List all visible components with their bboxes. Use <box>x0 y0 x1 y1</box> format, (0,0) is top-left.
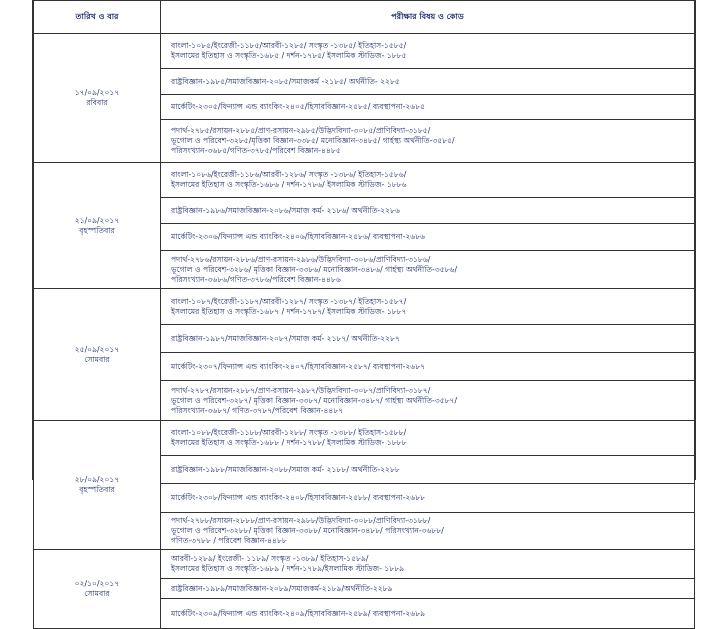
exam-weekday: সোমবার <box>84 589 110 598</box>
subject-group-cell <box>161 599 695 629</box>
subject-line: রাষ্ট্রবিজ্ঞান-১৯৮৭/সমাজবিজ্ঞান-২০৮৭/সমাজ কর্ম- ২১৮৭/ অর্থনীতি-২২৮৭ <box>171 333 400 343</box>
subject-group-cell <box>161 353 695 381</box>
exam-date-cell <box>34 289 161 421</box>
subject-group-cell <box>161 224 695 251</box>
table-row <box>34 289 695 325</box>
subject-line: ভূগোল ও পরিবেশ-৩২৮৮/ মৃত্তিকা বিজ্ঞান-৩৩৮৮/ মনোবিজ্ঞান-৩৪৮৮/ পরিসংখ্যান-৩৬৮৮/ <box>171 526 444 535</box>
subject-group-cell <box>161 579 695 599</box>
subject-line: পদার্থ-২৭৮৭/রসায়ন-২৮৮৭/প্রাণ-রসায়ন-২৯৮৭/উদ্ভিদবিদ্যা-৩০৮৭/প্রাণিবিদ্যা-৩১৮৭/ <box>171 385 431 395</box>
date-column-header: তারিখ ও বার <box>34 1 161 34</box>
table-row <box>34 550 695 579</box>
subject-line: পরিসংখ্যান-৩৬৮৬/গণিত-৩৭৮৬/পরিবেশ বিজ্ঞান-৪৪৮৬ <box>171 274 341 284</box>
subject-group-cell <box>161 95 695 120</box>
subject-line: ভূগোল ও পরিবেশ-৩২৮৭/ মৃত্তিকা বিজ্ঞান-৩৩৮৭/ মনোবিজ্ঞান-৩৪৮৭/ গার্হস্থ্য অর্থনীতি-৩৫৮৭/ <box>171 395 458 405</box>
exam-date: ২১/০৯/২০১৭ <box>74 215 120 225</box>
exam-weekday: বৃহস্পতিবার <box>79 225 115 235</box>
subject-group-cell <box>161 289 695 325</box>
subject-line: ইসলামের ইতিহাস ও সংস্কৃতি-১৬৮৬ / দর্শন-১৭৮৬/ ইসলামিক স্টাডিজ- ১৮৮৬ <box>171 180 407 189</box>
table-header-row <box>34 1 695 34</box>
subject-line: আরবী-১২৮৯/ ইংরেজী- ১১৮৯/ সংস্কৃত -১৩৮৯/ ইতিহাস-১৫৮৯/ <box>171 554 369 563</box>
subject-line: পরিসংখ্যান-৩৬৮৫/গণিত-৩৭৮৫/পরিবেশ বিজ্ঞান-৪৪৮৫ <box>171 146 341 155</box>
exam-date-cell <box>34 550 161 629</box>
subject-group-cell <box>161 251 695 289</box>
subject-line: বাংলা-১০৮৮/ইংরেজী-১১৮৮/আরবী-১২৮৮/ সংস্কৃত -১৩৮৮/ ইতিহাস-১৫৮৮/ <box>171 428 407 437</box>
subject-column-header: পরীক্ষার বিষয় ও কোড <box>161 1 695 34</box>
subject-line: পদার্থ-২৭৮৮/রসায়ন-২৮৮৮/প্রাণ-রসায়ন-২৯৮৮/উদ্ভিদবিদ্যা-৩০৮৮/প্রাণিবিদ্যা-৩১৮৮/ <box>171 516 431 525</box>
exam-date: ২৮/০৯/২০১৭ <box>74 475 120 484</box>
exam-date-cell <box>34 34 161 163</box>
exam-weekday: সোমবার <box>84 354 110 364</box>
exam-weekday: বৃহস্পতিবার <box>79 485 115 494</box>
exam-schedule-table <box>33 0 695 629</box>
schedule-body <box>34 34 695 629</box>
subject-group-cell <box>161 198 695 224</box>
subject-line: বাংলা-১০৮৭/ইংরেজী-১১৮৭/আরবী-১২৮৭/ সংস্কৃত -১৩৮৭/ ইতিহাস-১৫৮৭/ <box>171 296 407 306</box>
exam-schedule-sheet <box>32 0 696 618</box>
subject-line: ইসলামের ইতিহাস ও সংস্কৃতি-১৬৮৯ / দর্শন-১৭৮৯/ইসলামিক স্টাডিজ- ১৮৮৯ <box>171 564 405 573</box>
subject-line: মার্কেটিং-২৩০৯/ফিন্যান্স এন্ড ব্যাংকিং-২৪০৯/হিসাববিজ্ঞান-২৫৮৯/ ব্যবস্থাপনা-২৬৮৯ <box>171 608 426 618</box>
subject-line: বাংলা-১০৮৫/ইংরেজী-১১৮৫/আরবী-১২৮৫/ সংস্কৃত -১৩৮৫/ ইতিহাস-১৫৮৫/ <box>171 41 407 50</box>
subject-group-cell <box>161 163 695 198</box>
subject-line: ইসলামের ইতিহাস ও সংস্কৃতি-১৬৮৭ / দর্শন-১৭৮৭/ ইসলামিক স্টাডিজ- ১৮৮৭ <box>171 306 407 316</box>
subject-line: রাষ্ট্রবিজ্ঞান-১৯৮৮/সমাজবিজ্ঞান-২০৮৮/সমাজ কর্ম- ২১৮৮/ অর্থনীতি-২২৮৮ <box>171 464 400 474</box>
subject-group-cell <box>161 120 695 163</box>
subject-group-cell <box>161 513 695 550</box>
exam-weekday: রবিবার <box>86 98 108 107</box>
exam-date: ১৭/০৯/২০১৭ <box>74 88 120 97</box>
subject-line: মার্কেটিং-২৩০৫/ফিন্যান্স এন্ড ব্যাংকিং-২৪০৫/হিসাববিজ্ঞান-২৫৮৫/ ব্যবস্থাপনা-২৬৮৫ <box>171 102 426 111</box>
exam-date-cell <box>34 163 161 289</box>
subject-line: ভূগোল ও পরিবেশ-৩২৮৫/মৃত্তিকা বিজ্ঞান-৩৩৮৫/ মনোবিজ্ঞান-৩৪৮৫/ গার্হস্থ্য অর্থনীতি-৩৫৮৫/ <box>171 136 455 145</box>
table-row <box>34 34 695 69</box>
subject-line: রাষ্ট্রবিজ্ঞান-১৯৮৬/সমাজবিজ্ঞান-২০৮৬/সমাজ কর্ম- ২১৮৬/ অর্থনীতি-২২৮৬ <box>171 205 400 215</box>
subject-line: পরিসংখ্যান-৩৬৮৭/ গণিত-৩৭৮৭/পরিবেশ বিজ্ঞান-৪৪৮৭ <box>171 405 344 415</box>
table-row <box>34 421 695 456</box>
subject-group-cell <box>161 69 695 95</box>
exam-date-cell <box>34 421 161 550</box>
subject-group-cell <box>161 484 695 513</box>
subject-line: পদার্থ-২৭৮৫/রসায়ন-২৮৮৫/প্রাণ-রসায়ন-২৯৮৫/উদ্ভিদবিদ্যা-৩০৮৫/প্রাণিবিদ্যা-৩১৮৫/ <box>171 126 431 135</box>
subject-group-cell <box>161 550 695 579</box>
subject-line: ভূগোল ও পরিবেশ-৩২৮৬/ মৃত্তিকা বিজ্ঞান-৩৩৮৬/ মনোবিজ্ঞান-৩৪৮৬/ গার্হস্থ্য অর্থনীতি-৩৫৮৬/ <box>171 264 458 274</box>
subject-line: মার্কেটিং-২৩০৬/ফিন্যান্স এন্ড ব্যাংকিং-২৪০৬/হিসাববিজ্ঞান-২৫৮৬/ ব্যবস্থাপনা-২৬৮৬ <box>171 232 426 241</box>
subject-group-cell <box>161 421 695 456</box>
subject-group-cell <box>161 381 695 421</box>
subject-line: রাষ্ট্রবিজ্ঞান-১৯৮৫/সমাজবিজ্ঞান-২০৮৫/সমাজকর্ম -২১৮৫/ অর্থনীতি- ২২৮৫ <box>171 76 400 86</box>
subject-line: মার্কেটিং-২৩০৭/ফিন্যান্স এন্ড ব্যাংকিং-২৪০৭/হিসাববিজ্ঞান-২৫৮৭/ ব্যবস্থাপনা-২৬৮৭ <box>171 361 426 371</box>
subject-line: বাংলা-১০৮৬/ইংরেজী-১১৮৬/আরবী-১২৮৬/ সংস্কৃত -১৩৮৬/ ইতিহাস-১৫৮৬/ <box>171 170 407 179</box>
subject-group-cell <box>161 456 695 484</box>
subject-line: রাষ্ট্রবিজ্ঞান-১৯৮৯/সমাজবিজ্ঞান-২০৮৯/সমাজকর্ম-২১৮৯/অর্থনীতি-২২৮৯ <box>171 583 393 593</box>
subject-line: ইসলামের ইতিহাস ও সংস্কৃতি-১৬৮৮ / দর্শন-১৭৮৮/ ইসলামিক স্টাডিজ- ১৮৮৮ <box>171 438 407 447</box>
subject-line: মার্কেটিং-২৩০৮/ফিন্যান্স এন্ড ব্যাংকিং-২৪০৮/হিসাববিজ্ঞান-২৫৮৮/ ব্যবস্থাপনা-২৬৮৮ <box>171 493 426 502</box>
table-row <box>34 163 695 198</box>
exam-date: ০২/১০/২০১৭ <box>74 579 120 588</box>
exam-date: ২৫/০৯/২০১৭ <box>74 344 120 354</box>
subject-line: পদার্থ-২৭৮৬/রসায়ন-২৮৮৬/প্রাণ-রসায়ন-২৯৮৬/উদ্ভিদবিদ্যা-৩০৮৬/প্রাণিবিদ্যা-৩১৮৬/ <box>171 254 431 264</box>
subject-group-cell <box>161 325 695 353</box>
subject-line: ইসলামের ইতিহাস ও সংস্কৃতি-১৬৮৫ / দর্শন-১৭৮৫/ ইসলামিক স্টাডিজ- ১৮৮৫ <box>171 51 407 60</box>
subject-line: গণিত-৩৭৮৮ / পরিবেশ বিজ্ঞান-৪৪৮৮ <box>171 536 287 545</box>
subject-group-cell <box>161 34 695 69</box>
